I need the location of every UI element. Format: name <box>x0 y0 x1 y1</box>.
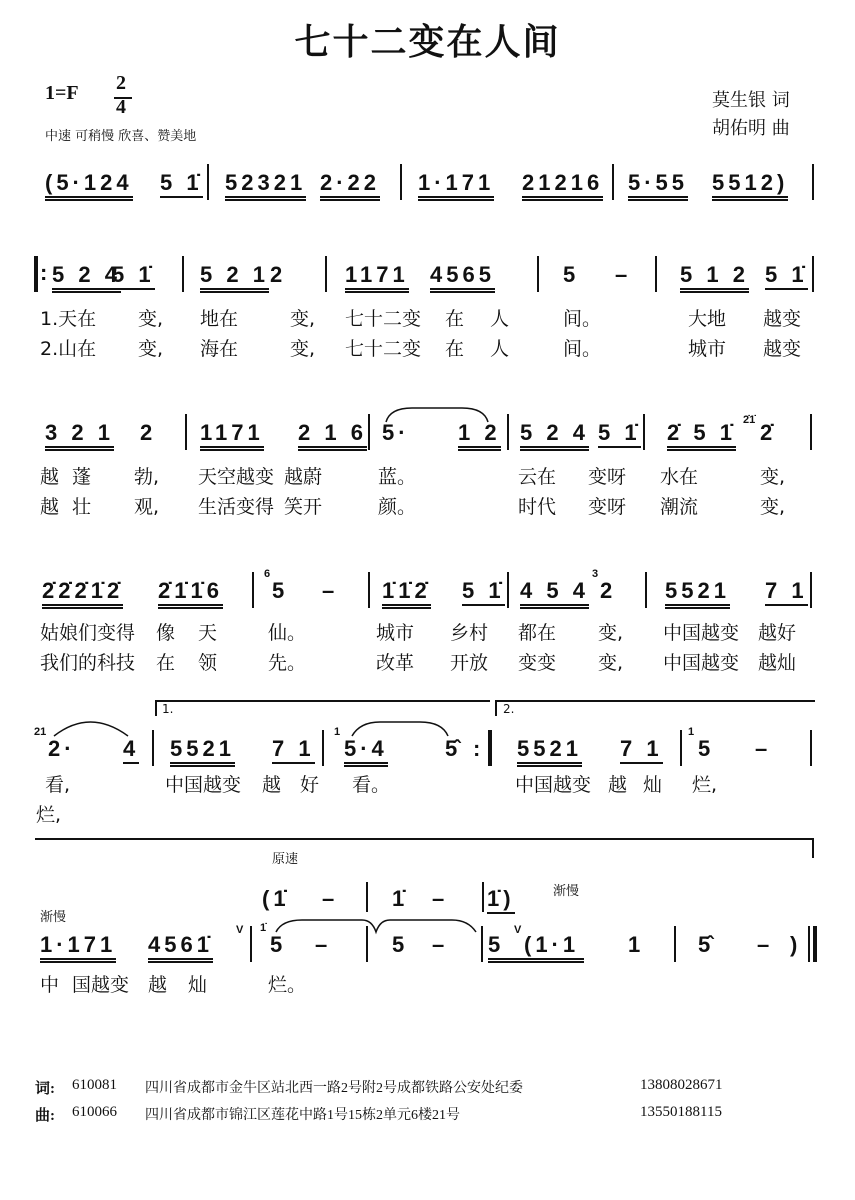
lyric: 先。 <box>268 652 307 674</box>
lyric: 变, <box>290 308 316 330</box>
footer-label: 词: <box>35 1081 55 1097</box>
lyric: 地在 <box>200 308 239 330</box>
note-group: 5· <box>382 420 410 445</box>
note-group: 7 1 <box>272 736 315 764</box>
note-group: 5 2 4 <box>520 420 589 451</box>
lyric: 乡村 <box>450 622 489 644</box>
note-group: 2̇ <box>760 420 777 445</box>
note-group: – <box>315 932 332 957</box>
lyric: 越变 <box>763 338 802 360</box>
lyric: 在 <box>445 338 465 360</box>
lyric: 变, <box>760 466 786 488</box>
volta-bracket-2 <box>495 700 815 702</box>
song-title: 七十二变在人间 <box>294 21 561 63</box>
lyric: 颜。 <box>378 496 417 518</box>
volta-label-2: 2. <box>503 702 515 716</box>
lyric: 好 <box>300 774 320 796</box>
repeat-start-barline <box>34 256 38 292</box>
tie-arcs <box>272 896 484 936</box>
note-group: 5 <box>563 262 580 287</box>
barline <box>812 164 814 200</box>
lyric: 越 <box>148 974 168 996</box>
time-signature-bottom: 4 <box>116 96 126 118</box>
grace-note: 1̇ <box>260 922 267 934</box>
footer-label: 曲: <box>35 1108 55 1124</box>
footer-phone: 13808028671 <box>640 1077 723 1093</box>
lyric: 勃, <box>134 466 160 488</box>
lyric: 改革 <box>376 652 415 674</box>
lyric: 越蔚 <box>284 466 323 488</box>
lyric: 1.天在 <box>40 308 97 330</box>
tie-arc <box>350 718 450 738</box>
coda-bracket <box>35 838 813 840</box>
lyric: 越好 <box>758 622 797 644</box>
note-group: 5521 <box>517 736 582 767</box>
note-group: – <box>322 578 339 603</box>
lyric: 大地 <box>688 308 727 330</box>
lyric: 城市 <box>688 338 727 360</box>
note-group: 5 <box>488 932 584 963</box>
final-barline <box>813 926 817 962</box>
barline <box>182 256 184 292</box>
grace-note: 1 <box>334 726 341 738</box>
note-group: 2̇1̇1̇6 <box>158 578 223 609</box>
lyric: 观, <box>134 496 160 518</box>
key-signature: 1=F <box>45 82 79 104</box>
lyric: 开放 <box>450 652 489 674</box>
barline <box>507 414 509 450</box>
footer-address: 四川省成都市锦江区莲花中路1号15栋2单元6楼21号 <box>145 1108 460 1123</box>
note-group: 4 <box>123 736 139 764</box>
note-group: 1 <box>628 932 645 957</box>
note-group: (1·1 <box>524 932 580 957</box>
barline <box>250 926 252 962</box>
time-signature-top: 2 <box>116 72 126 94</box>
note-group: 1·171 <box>40 932 116 963</box>
lyric: 变呀 <box>588 496 627 518</box>
lyric: 看。 <box>352 774 391 796</box>
barline <box>612 164 614 200</box>
lyricist-credit: 莫生银 词 <box>712 90 790 111</box>
note-group: 2·22 <box>320 170 380 201</box>
grace-note: 21 <box>34 726 47 738</box>
lyric: 壮 <box>72 496 92 518</box>
barline <box>252 572 254 608</box>
lyric: 国越变 <box>72 974 130 996</box>
lyric: 间。 <box>563 338 602 360</box>
tie-arc <box>52 714 132 738</box>
lyric: 烂, <box>36 804 62 826</box>
barline <box>674 926 676 962</box>
tie-arc <box>382 404 492 424</box>
lyric: 看, <box>45 774 71 796</box>
note-group: 2 <box>600 578 617 603</box>
barline <box>507 572 509 608</box>
lyric: 2.山在 <box>40 338 97 360</box>
lyric: 城市 <box>376 622 415 644</box>
note-group: 5̂ <box>445 736 462 761</box>
note-group: 5·4 <box>344 736 388 767</box>
lyric: 都在 <box>518 622 557 644</box>
lyric: 在 <box>156 652 176 674</box>
lyric: 水在 <box>660 466 699 488</box>
lyric: 烂。 <box>268 974 307 996</box>
note-group: 5 2 1 <box>200 262 269 293</box>
lyric: 越 <box>40 496 60 518</box>
composer-credit: 胡佑明 曲 <box>712 118 790 139</box>
footer-address: 四川省成都市金牛区站北西一路2号附2号成都铁路公安处纪委 <box>145 1081 523 1096</box>
lyric: 中国越变 <box>165 774 242 796</box>
note-group: 1171 <box>345 262 409 293</box>
breath-mark: V <box>514 924 522 936</box>
note-group: 3 2 1 <box>45 420 114 451</box>
lyric: 七十二变 <box>345 308 422 330</box>
lyric: 灿 <box>643 774 663 796</box>
volta-bracket-1 <box>155 700 490 702</box>
barline <box>655 256 657 292</box>
barline <box>185 414 187 450</box>
lyric: 像 <box>156 622 176 644</box>
lyric: 灿 <box>188 974 208 996</box>
barline <box>808 926 810 962</box>
grace-note: 2̇1̇ <box>743 414 756 426</box>
note-group: 2· <box>48 736 76 761</box>
note-group: 52321 <box>225 170 306 201</box>
lyric: 潮流 <box>660 496 699 518</box>
note-group: 5 <box>272 578 289 603</box>
grace-note: 3 <box>592 568 599 580</box>
lyric: 蓝。 <box>378 466 417 488</box>
note-group: – <box>432 932 449 957</box>
barline <box>810 572 812 608</box>
footer-zip: 610066 <box>72 1104 117 1120</box>
lyric: 天 <box>198 622 218 644</box>
note-group: 5 1̇ <box>112 262 155 290</box>
note-group: 21216 <box>522 170 603 201</box>
lyric: 天空越变 <box>198 466 275 488</box>
lyric: 时代 <box>518 496 557 518</box>
note-group: 7 1 <box>765 578 808 606</box>
barline <box>537 256 539 292</box>
tempo-marking: 中速 可稍慢 欣喜、赞美地 <box>45 129 197 144</box>
note-group: 5 1̇ <box>160 170 203 198</box>
lyric: 变, <box>138 308 164 330</box>
grace-note: 1 <box>688 726 695 738</box>
repeat-end-barline <box>488 730 492 766</box>
note-group: 4561̇ <box>148 932 213 963</box>
lyric: 变呀 <box>588 466 627 488</box>
lyric: 中 <box>40 974 60 996</box>
lyric: 蓬 <box>72 466 92 488</box>
lyric: 越变 <box>763 308 802 330</box>
note-group: 1171 <box>200 420 264 451</box>
lyric: 生活变得 <box>198 496 275 518</box>
note-group: 1̇) <box>487 886 515 914</box>
volta-label-1: 1. <box>162 702 174 716</box>
note-group: 5521 <box>665 578 730 609</box>
note-group: 1̇ <box>392 886 409 911</box>
barline <box>368 572 370 608</box>
barline <box>680 730 682 766</box>
lyric: 中国越变 <box>515 774 592 796</box>
note-group: – <box>615 262 632 287</box>
lyric: 变, <box>598 622 624 644</box>
note-group: 4565 <box>430 262 495 293</box>
repeat-dots: : <box>40 260 52 285</box>
note-group: 1·171 <box>418 170 494 201</box>
note-group: 5 1̇ <box>598 420 641 448</box>
grace-note: 6 <box>264 568 271 580</box>
barline <box>812 256 814 292</box>
lyric: 七十二变 <box>345 338 422 360</box>
note-group: – <box>322 886 339 911</box>
barline <box>643 414 645 450</box>
lyric: 越 <box>40 466 60 488</box>
note-group: 1̇1̇2̇ <box>382 578 431 609</box>
lyric: 越 <box>262 774 282 796</box>
note-group: 5 <box>392 932 409 957</box>
note-group: – <box>757 932 774 957</box>
note-group: 5 1̇ <box>462 578 505 606</box>
barline <box>152 730 154 766</box>
lyric: 在 <box>445 308 465 330</box>
note-group: 5̂ <box>698 932 715 957</box>
repeat-end-dots: : <box>473 736 485 761</box>
lyric: 笑开 <box>284 496 323 518</box>
lyric: 人 <box>490 338 510 360</box>
note-group: 5512) <box>712 170 788 201</box>
lyric: 变, <box>760 496 786 518</box>
note-group: 5 <box>270 932 287 957</box>
footer-phone: 13550188115 <box>640 1104 722 1120</box>
barline <box>325 256 327 292</box>
barline <box>645 572 647 608</box>
note-group: (5·124 <box>45 170 133 201</box>
note-group: 2 1 6 <box>298 420 367 451</box>
barline <box>400 164 402 200</box>
tempo-ritardando: 渐慢 <box>553 884 580 899</box>
barline <box>322 730 324 766</box>
lyric: 领 <box>198 652 218 674</box>
lyric: 烂, <box>692 774 718 796</box>
barline <box>368 414 370 450</box>
lyric: 变, <box>598 652 624 674</box>
note-group: 2 <box>140 420 157 445</box>
note-group: 2 <box>270 262 287 287</box>
lyric: 变, <box>290 338 316 360</box>
note-group: 5 <box>698 736 715 761</box>
lyric: 云在 <box>518 466 557 488</box>
note-group: ) <box>790 932 802 957</box>
barline <box>481 926 483 962</box>
lyric: 仙。 <box>268 622 307 644</box>
note-group: 5 1̇ <box>765 262 808 290</box>
lyric: 越 <box>608 774 628 796</box>
lyric: 我们的科技 <box>40 652 136 674</box>
note-group: 2̇ 5 1̇ <box>667 420 736 451</box>
barline <box>207 164 209 200</box>
footer-zip: 610081 <box>72 1077 117 1093</box>
lyric: 越灿 <box>758 652 797 674</box>
lyric: 变变 <box>518 652 557 674</box>
barline <box>366 926 368 962</box>
lyric: 变, <box>138 338 164 360</box>
note-group: 5·55 <box>628 170 688 201</box>
lyric: 海在 <box>200 338 239 360</box>
tempo-a-tempo: 原速 <box>272 852 299 867</box>
lyric: 姑娘们变得 <box>40 622 136 644</box>
note-group: – <box>432 886 449 911</box>
note-group: 5521 <box>170 736 235 767</box>
lyric: 中国越变 <box>663 622 740 644</box>
note-group: – <box>755 736 772 761</box>
note-group: 5 1 2 <box>680 262 749 293</box>
barline <box>810 414 812 450</box>
note-group: 2̇2̇2̇1̇2̇ <box>42 578 123 609</box>
barline <box>810 730 812 766</box>
note-group: 4 5 4 <box>520 578 589 609</box>
lyric: 中国越变 <box>663 652 740 674</box>
tempo-ritardando: 渐慢 <box>40 910 67 925</box>
note-group: (1̇ <box>262 886 290 911</box>
lyric: 间。 <box>563 308 602 330</box>
note-group: 5 2 4 <box>52 262 121 293</box>
note-group: 7 1 <box>620 736 663 764</box>
note-group: 1 2 <box>458 420 501 451</box>
lyric: 人 <box>490 308 510 330</box>
breath-mark: V <box>236 924 244 936</box>
